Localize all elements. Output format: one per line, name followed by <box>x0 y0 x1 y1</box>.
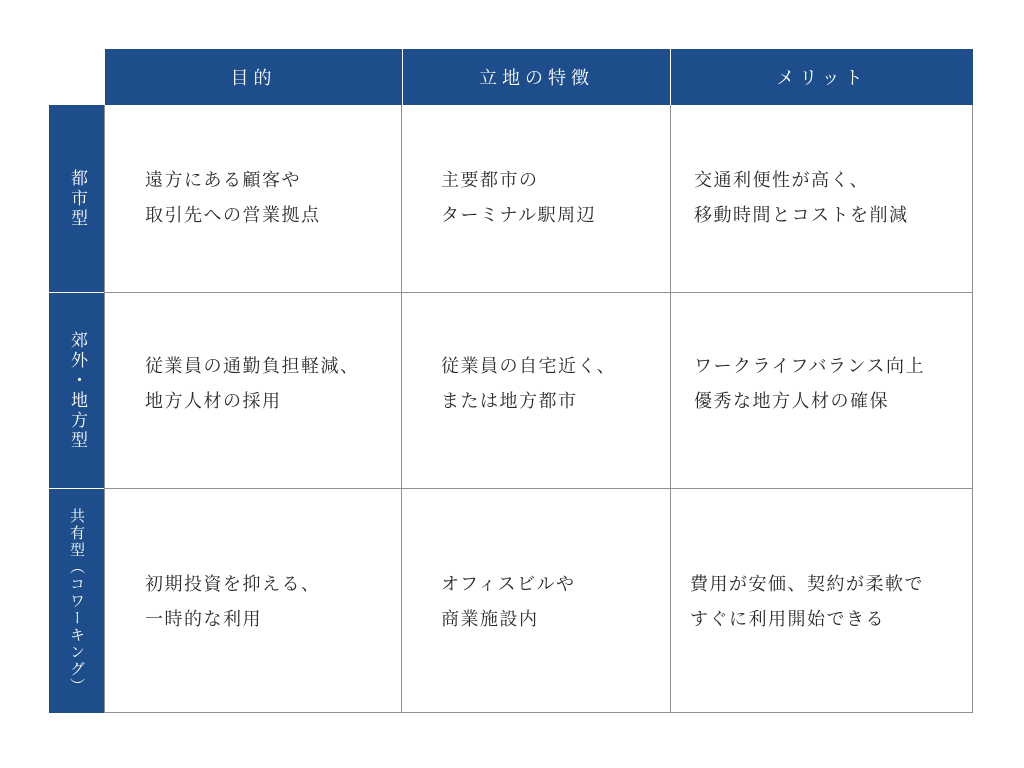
grid-line <box>104 488 973 489</box>
grid-line <box>104 712 973 713</box>
grid-line <box>49 292 104 293</box>
cell-line: ターミナル駅周辺 <box>441 205 597 226</box>
cell-line: 取引先への営業拠点 <box>145 205 321 226</box>
cell-line: 移動時間とコストを削減 <box>694 205 909 226</box>
table-cell <box>441 163 666 233</box>
table-cell <box>690 567 972 637</box>
column-header-purpose: 目的 <box>105 49 402 105</box>
cell-line: 初期投資を抑える、 <box>145 574 321 595</box>
row-header-label: 共有型（コワーキング） <box>68 507 86 695</box>
cell-line: 地方人材の採用 <box>145 391 282 412</box>
cell-line: 遠方にある顧客や <box>145 170 301 191</box>
cell-line: 一時的な利用 <box>145 609 262 630</box>
row-header-label: 郊外・地方型 <box>67 330 87 451</box>
cell-line: 優秀な地方人材の確保 <box>694 391 889 412</box>
table-cell <box>694 349 972 419</box>
row-header-shared <box>49 489 104 713</box>
table-cell <box>441 349 666 419</box>
header-divider <box>670 49 671 105</box>
cell-line: 費用が安価、契約が柔軟で <box>690 574 924 595</box>
grid-line <box>401 105 402 713</box>
grid-line <box>49 488 104 489</box>
cell-line: 従業員の自宅近く、 <box>441 356 617 377</box>
table-cell <box>145 349 400 419</box>
row-header-label: 都市型 <box>67 168 87 229</box>
grid-line <box>670 105 671 713</box>
cell-line: ワークライフバランス向上 <box>694 356 925 377</box>
cell-line: 交通利便性が高く、 <box>694 170 870 191</box>
table-cell <box>694 163 970 233</box>
cell-line: 商業施設内 <box>441 609 539 630</box>
table-cell <box>441 567 666 637</box>
grid-line <box>972 105 973 713</box>
table-cell <box>145 163 395 233</box>
table-cell <box>145 567 395 637</box>
row-header-suburban <box>49 293 104 488</box>
row-header-urban <box>49 105 104 292</box>
cell-line: または地方都市 <box>441 391 578 412</box>
header-divider <box>402 49 403 105</box>
cell-line: すぐに利用開始できる <box>690 609 885 630</box>
column-header-merit: メリット <box>671 49 973 105</box>
grid-line <box>104 105 105 713</box>
cell-line: 主要都市の <box>441 170 539 191</box>
cell-line: 従業員の通勤負担軽減、 <box>145 356 360 377</box>
grid-line <box>104 292 973 293</box>
cell-line: オフィスビルや <box>441 574 576 595</box>
column-header-location: 立地の特徴 <box>403 49 670 105</box>
